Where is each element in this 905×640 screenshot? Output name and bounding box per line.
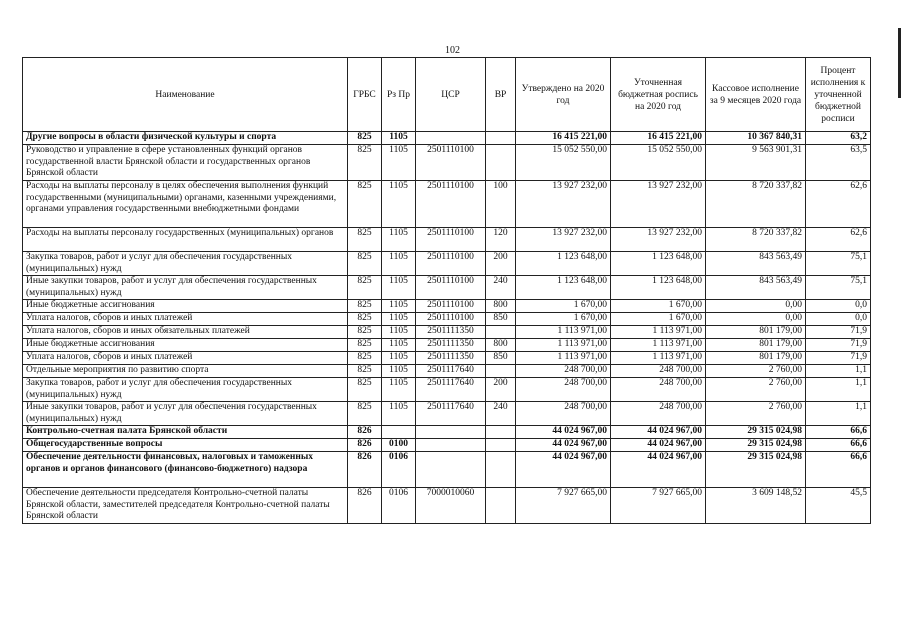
cell-refined: 13 927 232,00: [611, 181, 706, 228]
cell-grbs: 825: [348, 132, 382, 145]
cell-grbs: 825: [348, 145, 382, 181]
cell-vr: [486, 326, 516, 339]
cell-vr: [486, 426, 516, 439]
page-number: 102: [445, 45, 460, 56]
cell-csr: 2501110100: [416, 300, 486, 313]
cell-refined: 248 700,00: [611, 378, 706, 402]
cell-grbs: 825: [348, 181, 382, 228]
cell-approved: 248 700,00: [516, 365, 611, 378]
scan-edge-mark: [898, 28, 901, 98]
cell-rzpr: 1105: [382, 352, 416, 365]
cell-refined: 1 670,00: [611, 313, 706, 326]
cell-percent: 1,1: [806, 365, 871, 378]
cell-cash: 3 609 148,52: [706, 488, 806, 524]
cell-csr: 2501117640: [416, 378, 486, 402]
cell-vr: 240: [486, 276, 516, 300]
cell-approved: 44 024 967,00: [516, 439, 611, 452]
cell-rzpr: 1105: [382, 365, 416, 378]
cell-cash: 29 315 024,98: [706, 426, 806, 439]
cell-cash: 843 563,49: [706, 252, 806, 276]
cell-csr: [416, 452, 486, 488]
table-header-row: [23, 58, 871, 132]
cell-csr: 2501110100: [416, 145, 486, 181]
cell-rzpr: 1105: [382, 326, 416, 339]
table-row: [23, 339, 871, 352]
cell-percent: 71,9: [806, 339, 871, 352]
cell-grbs: 825: [348, 276, 382, 300]
cell-csr: [416, 439, 486, 452]
cell-rzpr: 1105: [382, 132, 416, 145]
col-header-refined: Уточненная бюджетная роспись на 2020 год: [611, 58, 706, 132]
cell-percent: 63,2: [806, 132, 871, 145]
cell-approved: 1 113 971,00: [516, 352, 611, 365]
cell-name: Контрольно-счетная палата Брянской области: [23, 426, 348, 439]
cell-approved: 248 700,00: [516, 378, 611, 402]
cell-refined: 44 024 967,00: [611, 426, 706, 439]
cell-percent: 1,1: [806, 402, 871, 426]
cell-vr: 800: [486, 300, 516, 313]
cell-rzpr: 1105: [382, 313, 416, 326]
cell-grbs: 825: [348, 228, 382, 252]
table-row: [23, 488, 871, 524]
cell-name: Иные закупки товаров, работ и услуг для обеспечения государственных (муниципальных) нужд: [23, 402, 348, 426]
table-row: [23, 132, 871, 145]
table-row: [23, 378, 871, 402]
cell-refined: 1 123 648,00: [611, 276, 706, 300]
cell-percent: 71,9: [806, 352, 871, 365]
cell-cash: 801 179,00: [706, 352, 806, 365]
cell-name: Отдельные мероприятия по развитию спорта: [23, 365, 348, 378]
cell-csr: 2501110100: [416, 276, 486, 300]
cell-vr: [486, 439, 516, 452]
cell-cash: 2 760,00: [706, 402, 806, 426]
cell-name: Уплата налогов, сборов и иных обязательных платежей: [23, 326, 348, 339]
cell-approved: 44 024 967,00: [516, 452, 611, 488]
cell-csr: 2501111350: [416, 339, 486, 352]
cell-approved: 1 123 648,00: [516, 252, 611, 276]
cell-vr: 100: [486, 181, 516, 228]
cell-csr: [416, 426, 486, 439]
cell-grbs: 825: [348, 326, 382, 339]
cell-approved: 1 670,00: [516, 313, 611, 326]
cell-rzpr: 1105: [382, 402, 416, 426]
table-row: [23, 145, 871, 181]
cell-cash: 29 315 024,98: [706, 452, 806, 488]
cell-refined: 15 052 550,00: [611, 145, 706, 181]
cell-approved: 44 024 967,00: [516, 426, 611, 439]
cell-name: Расходы на выплаты персоналу в целях обеспечения выполнения функций государственными (муниципальными) органами, казенными учреждениями, органами управления государственными внебюджетными фондами: [23, 181, 348, 228]
table-row: [23, 426, 871, 439]
cell-approved: 7 927 665,00: [516, 488, 611, 524]
cell-name: Другие вопросы в области физической культуры и спорта: [23, 132, 348, 145]
cell-grbs: 825: [348, 313, 382, 326]
cell-refined: 13 927 232,00: [611, 228, 706, 252]
cell-name: Иные бюджетные ассигнования: [23, 339, 348, 352]
cell-csr: 2501117640: [416, 402, 486, 426]
cell-vr: 240: [486, 402, 516, 426]
cell-vr: 200: [486, 252, 516, 276]
cell-rzpr: 1105: [382, 252, 416, 276]
cell-percent: 75,1: [806, 252, 871, 276]
table-row: [23, 402, 871, 426]
cell-rzpr: 0106: [382, 488, 416, 524]
col-header-vr: ВР: [486, 58, 516, 132]
cell-name: Закупка товаров, работ и услуг для обеспечения государственных (муниципальных) нужд: [23, 252, 348, 276]
cell-percent: 62,6: [806, 228, 871, 252]
cell-refined: 7 927 665,00: [611, 488, 706, 524]
cell-percent: 75,1: [806, 276, 871, 300]
cell-cash: 801 179,00: [706, 339, 806, 352]
cell-rzpr: 1105: [382, 276, 416, 300]
cell-cash: 8 720 337,82: [706, 181, 806, 228]
cell-csr: [416, 132, 486, 145]
col-header-approved: Утверждено на 2020 год: [516, 58, 611, 132]
cell-approved: 13 927 232,00: [516, 228, 611, 252]
cell-refined: 1 113 971,00: [611, 326, 706, 339]
cell-name: Иные закупки товаров, работ и услуг для обеспечения государственных (муниципальных) нужд: [23, 276, 348, 300]
cell-grbs: 826: [348, 452, 382, 488]
cell-percent: 0,0: [806, 313, 871, 326]
cell-rzpr: 0106: [382, 452, 416, 488]
cell-vr: [486, 452, 516, 488]
cell-cash: 10 367 840,31: [706, 132, 806, 145]
cell-refined: 44 024 967,00: [611, 439, 706, 452]
table-row: [23, 300, 871, 313]
cell-vr: 200: [486, 378, 516, 402]
cell-percent: 66,6: [806, 426, 871, 439]
cell-refined: 16 415 221,00: [611, 132, 706, 145]
cell-grbs: 825: [348, 300, 382, 313]
cell-rzpr: 1105: [382, 145, 416, 181]
cell-name: Закупка товаров, работ и услуг для обеспечения государственных (муниципальных) нужд: [23, 378, 348, 402]
table-row: [23, 452, 871, 488]
cell-approved: 1 670,00: [516, 300, 611, 313]
cell-cash: 29 315 024,98: [706, 439, 806, 452]
cell-csr: 2501110100: [416, 181, 486, 228]
cell-vr: [486, 132, 516, 145]
cell-grbs: 825: [348, 378, 382, 402]
cell-rzpr: [382, 426, 416, 439]
cell-refined: 1 113 971,00: [611, 339, 706, 352]
table-row: [23, 352, 871, 365]
cell-name: Расходы на выплаты персоналу государственных (муниципальных) органов: [23, 228, 348, 252]
col-header-name: Наименование: [23, 58, 348, 132]
cell-csr: 2501117640: [416, 365, 486, 378]
cell-cash: 2 760,00: [706, 378, 806, 402]
cell-approved: 13 927 232,00: [516, 181, 611, 228]
table-row: [23, 326, 871, 339]
cell-approved: 1 113 971,00: [516, 326, 611, 339]
cell-cash: 8 720 337,82: [706, 228, 806, 252]
cell-percent: 63,5: [806, 145, 871, 181]
cell-vr: 800: [486, 339, 516, 352]
cell-refined: 248 700,00: [611, 365, 706, 378]
table-row: [23, 228, 871, 252]
table-row: [23, 181, 871, 228]
cell-cash: 843 563,49: [706, 276, 806, 300]
cell-name: Обеспечение деятельности председателя Контрольно-счетной палаты Брянской области, заместителей председателя Контрольно-счетной палаты Брянской области: [23, 488, 348, 524]
cell-percent: 45,5: [806, 488, 871, 524]
budget-table: [22, 57, 871, 524]
col-header-csr: ЦСР: [416, 58, 486, 132]
cell-csr: 2501111350: [416, 326, 486, 339]
cell-name: Руководство и управление в сфере установленных функций органов государственной власти Брянской области и государственных органов Брянской области: [23, 145, 348, 181]
cell-percent: 0,0: [806, 300, 871, 313]
cell-approved: 1 123 648,00: [516, 276, 611, 300]
cell-refined: 1 113 971,00: [611, 352, 706, 365]
cell-name: Обеспечение деятельности финансовых, налоговых и таможенных органов и органов финансового (финансово-бюджетного) надзора: [23, 452, 348, 488]
cell-csr: 2501110100: [416, 228, 486, 252]
cell-percent: 66,6: [806, 452, 871, 488]
cell-name: Уплата налогов, сборов и иных платежей: [23, 313, 348, 326]
cell-cash: 0,00: [706, 313, 806, 326]
cell-csr: 2501110100: [416, 313, 486, 326]
cell-grbs: 825: [348, 365, 382, 378]
col-header-rzpr: Рз Пр: [382, 58, 416, 132]
cell-approved: 16 415 221,00: [516, 132, 611, 145]
cell-grbs: 826: [348, 439, 382, 452]
cell-rzpr: 0100: [382, 439, 416, 452]
cell-csr: 2501110100: [416, 252, 486, 276]
cell-vr: [486, 145, 516, 181]
col-header-percent: Процент исполнения к уточненной бюджетной росписи: [806, 58, 871, 132]
cell-csr: 7000010060: [416, 488, 486, 524]
cell-vr: 120: [486, 228, 516, 252]
cell-refined: 44 024 967,00: [611, 452, 706, 488]
cell-grbs: 825: [348, 402, 382, 426]
cell-rzpr: 1105: [382, 228, 416, 252]
cell-percent: 71,9: [806, 326, 871, 339]
cell-grbs: 825: [348, 339, 382, 352]
table-row: [23, 439, 871, 452]
cell-percent: 62,6: [806, 181, 871, 228]
cell-grbs: 826: [348, 488, 382, 524]
cell-rzpr: 1105: [382, 300, 416, 313]
cell-approved: 248 700,00: [516, 402, 611, 426]
cell-approved: 15 052 550,00: [516, 145, 611, 181]
cell-grbs: 825: [348, 352, 382, 365]
cell-percent: 1,1: [806, 378, 871, 402]
cell-cash: 801 179,00: [706, 326, 806, 339]
cell-name: Иные бюджетные ассигнования: [23, 300, 348, 313]
cell-refined: 248 700,00: [611, 402, 706, 426]
cell-approved: 1 113 971,00: [516, 339, 611, 352]
cell-refined: 1 123 648,00: [611, 252, 706, 276]
cell-vr: 850: [486, 352, 516, 365]
cell-vr: [486, 488, 516, 524]
cell-rzpr: 1105: [382, 181, 416, 228]
cell-refined: 1 670,00: [611, 300, 706, 313]
col-header-cash: Кассовое исполнение за 9 месяцев 2020 года: [706, 58, 806, 132]
cell-name: Общегосударственные вопросы: [23, 439, 348, 452]
table-row: [23, 313, 871, 326]
table-row: [23, 252, 871, 276]
cell-grbs: 825: [348, 252, 382, 276]
cell-grbs: 826: [348, 426, 382, 439]
cell-rzpr: 1105: [382, 378, 416, 402]
cell-vr: 850: [486, 313, 516, 326]
cell-percent: 66,6: [806, 439, 871, 452]
cell-cash: 0,00: [706, 300, 806, 313]
col-header-grbs: ГРБС: [348, 58, 382, 132]
table-row: [23, 365, 871, 378]
cell-name: Уплата налогов, сборов и иных платежей: [23, 352, 348, 365]
cell-csr: 2501111350: [416, 352, 486, 365]
cell-cash: 9 563 901,31: [706, 145, 806, 181]
cell-vr: [486, 365, 516, 378]
cell-cash: 2 760,00: [706, 365, 806, 378]
table-row: [23, 276, 871, 300]
cell-rzpr: 1105: [382, 339, 416, 352]
